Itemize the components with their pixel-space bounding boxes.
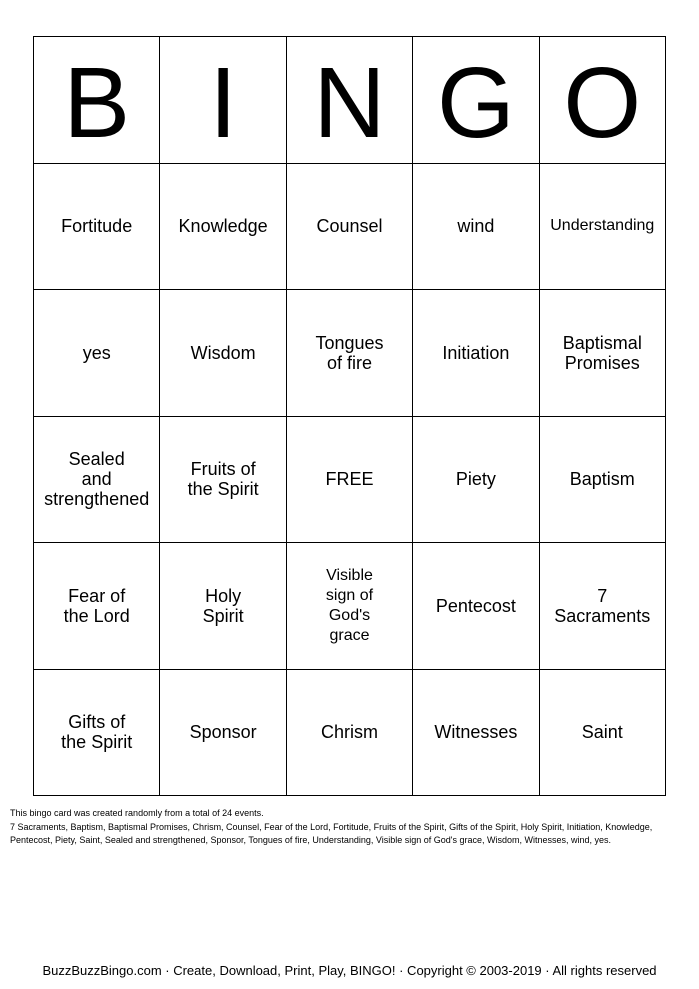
bingo-cell: Knowledge	[160, 164, 286, 291]
bingo-cell: Pentecost	[413, 543, 539, 670]
header-letter-g: G	[413, 37, 539, 164]
bingo-cell: Fear of the Lord	[34, 543, 160, 670]
header-letter-n: N	[287, 37, 413, 164]
note-line: 7 Sacraments, Baptism, Baptismal Promises, Chrism, Counsel, Fear of the Lord, Fortitude, Fruits of the Spirit, Gifts of the Spirit, Holy Spirit, Initiation, Knowledge,	[10, 821, 653, 832]
bingo-cell: Saint	[540, 670, 666, 797]
bingo-cell: Wisdom	[160, 290, 286, 417]
bingo-cell: yes	[34, 290, 160, 417]
bingo-cell: Gifts of the Spirit	[34, 670, 160, 797]
note-line: This bingo card was created randomly from a total of 24 events.	[10, 808, 264, 818]
bingo-cell: Fruits of the Spirit	[160, 417, 286, 544]
bingo-cell: Piety	[413, 417, 539, 544]
bingo-cell: Baptism	[540, 417, 666, 544]
bingo-cell: Holy Spirit	[160, 543, 286, 670]
header-letter-i: I	[160, 37, 286, 164]
bingo-cell: Sealed and strengthened	[34, 417, 160, 544]
header-letter-o: O	[540, 37, 666, 164]
bingo-cell: Initiation	[413, 290, 539, 417]
bingo-cell: Baptismal Promises	[540, 290, 666, 417]
bingo-cell: Counsel	[287, 164, 413, 291]
bingo-cell: Witnesses	[413, 670, 539, 797]
bingo-cell: Sponsor	[160, 670, 286, 797]
bingo-cell: Fortitude	[34, 164, 160, 291]
note-line: Pentecost, Piety, Saint, Sealed and strengthened, Sponsor, Tongues of fire, Understanding, Visible sign of God's grace, Wisdom, Witnesses, wind, yes.	[10, 835, 612, 845]
footer-copyright: BuzzBuzzBingo.com · Create, Download, Print, Play, BINGO! · Copyright © 2003-2019 · All rights reserved	[42, 963, 657, 978]
bingo-cell: Chrism	[287, 670, 413, 797]
card-description	[10, 807, 690, 848]
header-letter-b: B	[34, 37, 160, 164]
bingo-cell: Tongues of fire	[287, 290, 413, 417]
bingo-card	[33, 36, 666, 796]
bingo-cell: 7 Sacraments	[540, 543, 666, 670]
bingo-cell: Visible sign of God's grace	[287, 543, 413, 670]
bingo-cell: Understanding	[540, 164, 666, 291]
bingo-cell: wind	[413, 164, 539, 291]
free-space-cell: FREE	[287, 417, 413, 544]
